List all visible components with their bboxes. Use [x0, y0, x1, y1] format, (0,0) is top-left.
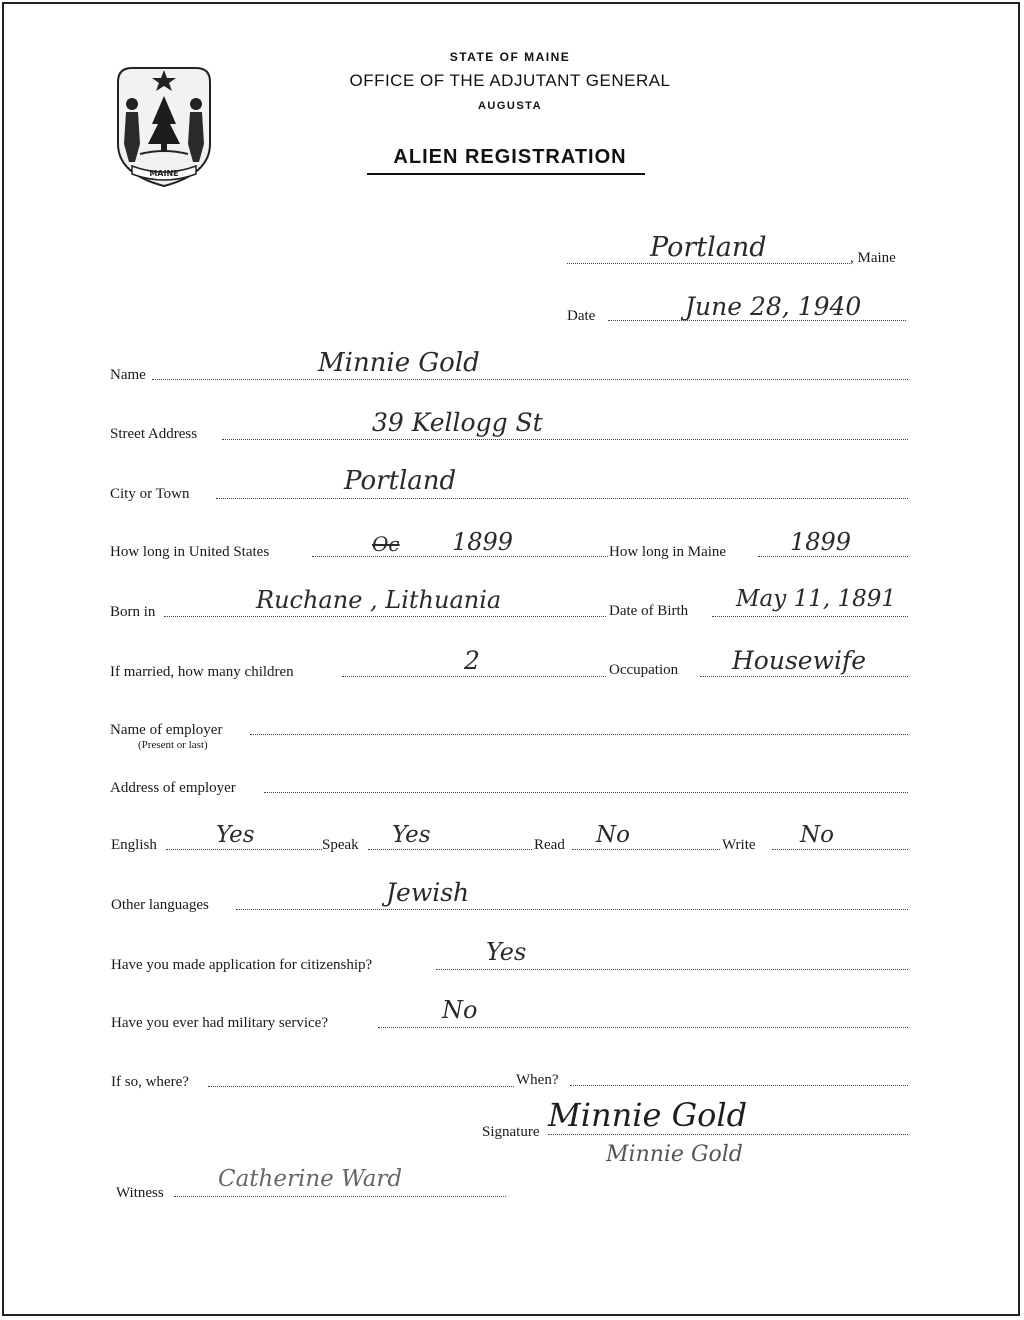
write-label: Write: [722, 837, 756, 853]
date-value[interactable]: June 28, 1940: [685, 292, 862, 321]
street-line: [222, 439, 908, 440]
form-title: ALIEN REGISTRATION: [393, 146, 627, 168]
citizenship-value[interactable]: Yes: [486, 938, 527, 966]
citizenship-label: Have you made application for citizenship?: [111, 957, 373, 973]
witness-label: Witness: [116, 1185, 164, 1201]
signature-printed: Minnie Gold: [606, 1142, 743, 1167]
when-line[interactable]: [570, 1085, 908, 1086]
write-value[interactable]: No: [800, 822, 834, 848]
other-languages-label: Other languages: [111, 897, 209, 913]
witness-line: [174, 1196, 506, 1197]
speak-label: Speak: [322, 837, 359, 853]
dob-value[interactable]: May 11, 1891: [736, 586, 896, 612]
location-line: [567, 263, 850, 264]
english-value[interactable]: Yes: [216, 822, 255, 848]
maine-years-label: How long in Maine: [609, 544, 727, 560]
military-line: [378, 1027, 908, 1028]
other-languages-line: [236, 909, 908, 910]
born-value[interactable]: Ruchane , Lithuania: [256, 586, 502, 614]
location-suffix: , Maine: [850, 250, 896, 266]
read-value[interactable]: No: [596, 822, 630, 848]
occupation-label: Occupation: [609, 662, 679, 678]
military-value[interactable]: No: [442, 996, 478, 1024]
name-value[interactable]: Minnie Gold: [318, 348, 480, 378]
city-label: City or Town: [110, 486, 190, 502]
occupation-value[interactable]: Housewife: [732, 646, 867, 675]
speak-line: [368, 849, 532, 850]
city-heading: AUGUSTA: [477, 100, 543, 112]
english-label: English: [111, 837, 157, 853]
name-line: [152, 379, 908, 380]
signature-line: [548, 1134, 908, 1135]
dob-line: [712, 616, 908, 617]
city-value[interactable]: Portland: [344, 466, 457, 496]
dob-label: Date of Birth: [609, 603, 689, 619]
occupation-line: [700, 676, 908, 677]
children-value[interactable]: 2: [464, 646, 480, 675]
write-line: [772, 849, 908, 850]
us-years-struck: Oc: [372, 532, 400, 556]
date-label: Date: [567, 308, 596, 324]
children-line: [342, 676, 606, 677]
signature-value[interactable]: Minnie Gold: [548, 1096, 748, 1134]
speak-value[interactable]: Yes: [392, 822, 431, 848]
us-years-line: [312, 556, 608, 557]
children-label: If married, how many children: [110, 664, 294, 680]
where-line[interactable]: [208, 1086, 514, 1087]
location-value[interactable]: Portland: [650, 232, 767, 263]
read-line: [572, 849, 720, 850]
employer-line[interactable]: [250, 734, 908, 735]
form-border: [2, 2, 1020, 1316]
city-line: [216, 498, 908, 499]
signature-label: Signature: [482, 1124, 540, 1140]
state-heading: STATE OF MAINE: [449, 50, 571, 64]
street-value[interactable]: 39 Kellogg St: [372, 408, 543, 437]
street-label: Street Address: [110, 426, 198, 442]
employer-address-line[interactable]: [264, 792, 908, 793]
witness-value[interactable]: Catherine Ward: [218, 1166, 403, 1192]
born-label: Born in: [110, 604, 156, 620]
name-label: Name: [110, 367, 146, 383]
born-line: [164, 616, 606, 617]
english-line: [166, 849, 322, 850]
employer-address-label: Address of employer: [110, 780, 236, 796]
other-languages-value[interactable]: Jewish: [386, 878, 470, 907]
us-years-label: How long in United States: [110, 544, 270, 560]
title-underline: [367, 173, 645, 175]
citizenship-line: [436, 969, 908, 970]
seal-banner-text: MAINE: [149, 169, 179, 178]
employer-label: Name of employer: [110, 722, 223, 738]
employer-sublabel: (Present or last): [138, 739, 208, 751]
when-label: When?: [516, 1072, 559, 1088]
maine-years-value[interactable]: 1899: [790, 528, 852, 556]
state-seal-icon: [110, 62, 218, 188]
military-label: Have you ever had military service?: [111, 1015, 328, 1031]
office-heading: OFFICE OF THE ADJUTANT GENERAL: [349, 71, 671, 90]
where-label: If so, where?: [111, 1074, 189, 1090]
read-label: Read: [534, 837, 565, 853]
maine-years-line: [758, 556, 908, 557]
us-years-value[interactable]: 1899: [452, 528, 514, 556]
